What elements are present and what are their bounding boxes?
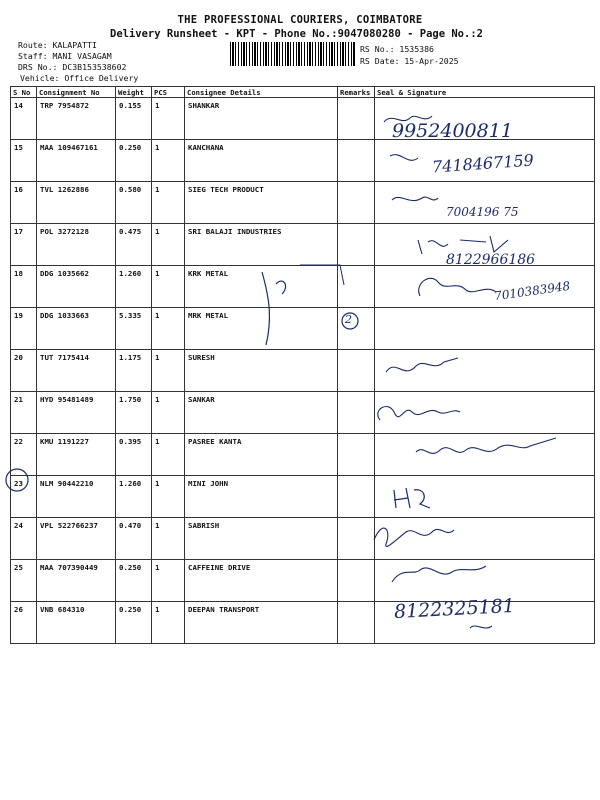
col-pcs: PCS bbox=[152, 87, 185, 98]
cell-consignment: KMU 1191227 bbox=[37, 434, 116, 476]
cell-consignee: SIEG TECH PRODUCT bbox=[185, 182, 338, 224]
pen-stroke bbox=[300, 265, 344, 285]
col-consignment: Consignment No bbox=[37, 87, 116, 98]
cell-sno: 21 bbox=[11, 392, 37, 434]
cell-pcs: 1 bbox=[152, 392, 185, 434]
signature-26 bbox=[470, 626, 492, 628]
cell-sno: 16 bbox=[11, 182, 37, 224]
cell-sno: 23 bbox=[11, 476, 37, 518]
cell-sno: 19 bbox=[11, 308, 37, 350]
handwritten-phone-16: 7004196 75 bbox=[446, 205, 519, 219]
cell-pcs: 1 bbox=[152, 434, 185, 476]
cell-consignment: POL 3272128 bbox=[37, 224, 116, 266]
cell-weight: 1.260 bbox=[116, 266, 152, 308]
handwritten-phone-14: 9952400811 bbox=[392, 120, 513, 142]
cell-sno: 18 bbox=[11, 266, 37, 308]
cell-consignee: SRI BALAJI INDUSTRIES bbox=[185, 224, 338, 266]
cell-pcs: 1 bbox=[152, 518, 185, 560]
cell-consignee: SABRISH bbox=[185, 518, 338, 560]
cell-consignment: MAA 109467161 bbox=[37, 140, 116, 182]
handwritten-phone-18: 7010383948 bbox=[493, 278, 571, 304]
cell-pcs: 1 bbox=[152, 350, 185, 392]
cell-weight: 5.335 bbox=[116, 308, 152, 350]
row-circle-mark bbox=[6, 469, 28, 491]
cell-consignment: HYD 95481489 bbox=[37, 392, 116, 434]
cell-sno: 20 bbox=[11, 350, 37, 392]
cell-sno: 22 bbox=[11, 434, 37, 476]
cell-consignment: DDG 1035662 bbox=[37, 266, 116, 308]
cell-consignee: SHANKAR bbox=[185, 98, 338, 140]
signature-23 bbox=[394, 488, 430, 508]
cell-consignment: TUT 7175414 bbox=[37, 350, 116, 392]
cell-weight: 0.250 bbox=[116, 140, 152, 182]
signature-24 bbox=[374, 528, 454, 546]
cell-consignment: TVL 1262886 bbox=[37, 182, 116, 224]
cell-consignment: NLM 90442210 bbox=[37, 476, 116, 518]
cell-weight: 0.250 bbox=[116, 602, 152, 644]
signature-20 bbox=[386, 358, 458, 372]
cell-consignment: MAA 707390449 bbox=[37, 560, 116, 602]
cell-consignee: MINI JOHN bbox=[185, 476, 338, 518]
handwritten-phone-15: 7418467159 bbox=[431, 150, 535, 177]
col-consignee: Consignee Details bbox=[185, 87, 338, 98]
cell-consignment: TRP 7954872 bbox=[37, 98, 116, 140]
cell-pcs: 1 bbox=[152, 224, 185, 266]
cell-weight: 0.155 bbox=[116, 98, 152, 140]
cell-weight: 0.475 bbox=[116, 224, 152, 266]
col-weight: Weight bbox=[116, 87, 152, 98]
pen-stroke bbox=[276, 281, 286, 294]
staff-label: Staff: MANI VASAGAM bbox=[18, 51, 112, 61]
cell-pcs: 1 bbox=[152, 308, 185, 350]
cell-weight: 0.250 bbox=[116, 560, 152, 602]
signature-25 bbox=[392, 566, 486, 582]
drs-number: DRS No.: DC3B153538602 bbox=[18, 62, 127, 72]
runsheet-subtitle: Delivery Runsheet - KPT - Phone No.:9047080280 - Page No.:2 bbox=[110, 28, 483, 40]
rs-date: RS Date: 15-Apr-2025 bbox=[360, 56, 459, 66]
cell-pcs: 1 bbox=[152, 98, 185, 140]
col-sno: S No bbox=[11, 87, 37, 98]
company-title: THE PROFESSIONAL COURIERS, COIMBATORE bbox=[177, 14, 423, 26]
pen-stroke bbox=[262, 272, 269, 345]
route-label: Route: KALAPATTI bbox=[18, 40, 97, 50]
signature-16 bbox=[392, 197, 438, 201]
cell-pcs: 1 bbox=[152, 602, 185, 644]
signature-15 bbox=[390, 155, 418, 161]
cell-weight: 0.580 bbox=[116, 182, 152, 224]
cell-weight: 0.470 bbox=[116, 518, 152, 560]
cell-consignment: DDG 1033663 bbox=[37, 308, 116, 350]
cell-consignee: KRK METAL bbox=[185, 266, 338, 308]
cell-consignee: SURESH bbox=[185, 350, 338, 392]
cell-consignment: VPL 522766237 bbox=[37, 518, 116, 560]
cell-sno: 25 bbox=[11, 560, 37, 602]
handwritten-remark-19: 2 bbox=[345, 313, 352, 326]
handwritten-phone-17: 8122966186 bbox=[446, 252, 536, 268]
cell-weight: 1.750 bbox=[116, 392, 152, 434]
cell-consignee: SANKAR bbox=[185, 392, 338, 434]
cell-pcs: 1 bbox=[152, 140, 185, 182]
rs-number: RS No.: 1535386 bbox=[360, 44, 434, 54]
cell-consignee: DEEPAN TRANSPORT bbox=[185, 602, 338, 644]
cell-consignee: CAFFEINE DRIVE bbox=[185, 560, 338, 602]
cell-sno: 26 bbox=[11, 602, 37, 644]
vehicle-label: Vehicle: Office Delivery bbox=[20, 73, 139, 83]
cell-sno: 14 bbox=[11, 98, 37, 140]
signature-22 bbox=[416, 438, 556, 453]
cell-sno: 17 bbox=[11, 224, 37, 266]
signature-21 bbox=[378, 407, 460, 420]
cell-weight: 1.175 bbox=[116, 350, 152, 392]
cell-pcs: 1 bbox=[152, 182, 185, 224]
cell-sno: 24 bbox=[11, 518, 37, 560]
cell-pcs: 1 bbox=[152, 476, 185, 518]
cell-consignment: VNB 684310 bbox=[37, 602, 116, 644]
col-signature: Seal & Signature bbox=[375, 87, 595, 98]
col-remarks: Remarks bbox=[338, 87, 375, 98]
cell-sno: 15 bbox=[11, 140, 37, 182]
cell-pcs: 1 bbox=[152, 560, 185, 602]
handwritten-phone-26: 8122325181 bbox=[393, 594, 516, 624]
signature-18 bbox=[419, 278, 496, 296]
cell-pcs: 1 bbox=[152, 266, 185, 308]
cell-weight: 1.260 bbox=[116, 476, 152, 518]
cell-consignee: PASREE KANTA bbox=[185, 434, 338, 476]
cell-consignee: MRK METAL bbox=[185, 308, 338, 350]
cell-weight: 0.395 bbox=[116, 434, 152, 476]
cell-consignee: KANCHANA bbox=[185, 140, 338, 182]
